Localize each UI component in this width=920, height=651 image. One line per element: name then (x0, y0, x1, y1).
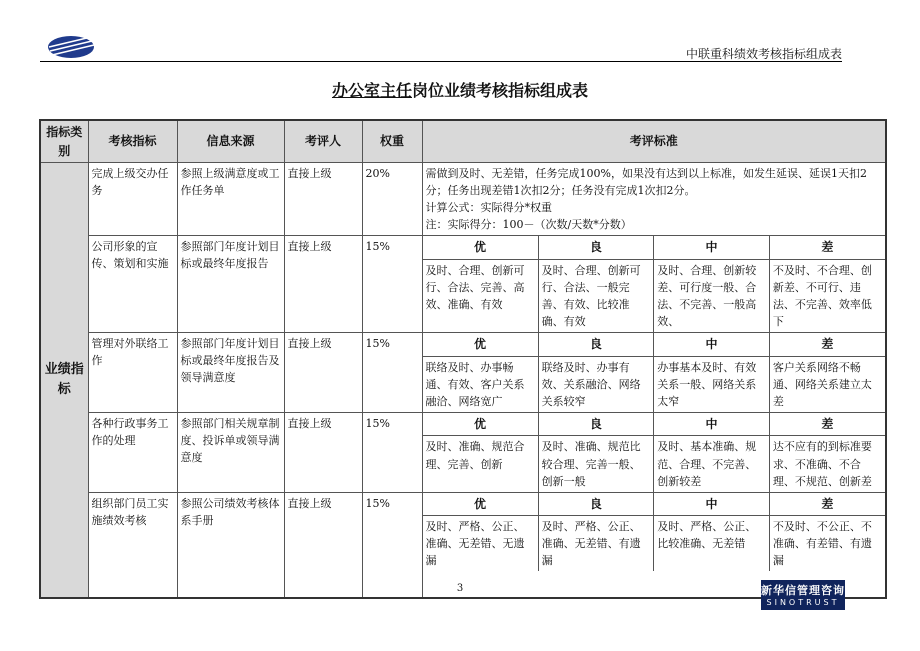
source-cell: 参照部门年度计划目标或最终年度报告 (177, 236, 284, 333)
page-title (0, 78, 920, 101)
page-title-rest: 岗位业绩考核指标组成表 (412, 81, 589, 100)
grade-table (423, 236, 886, 332)
grade-excellent-text: 及时、严格、公正、准确、无差错、无遗漏 (423, 516, 539, 572)
category-cell: 业绩指标 (40, 163, 88, 598)
grade-medium-text: 及时、合理、创新较差、可行度一般、合法、不完善、一般高效、 (654, 259, 770, 332)
source-cell: 参照部门相关规章制度、投诉单或领导满意度 (177, 412, 284, 492)
grade-good: 良 (538, 236, 654, 259)
kpi-table (39, 119, 887, 599)
grade-detail-row (423, 356, 886, 412)
criteria-line: 计算公式：实际得分*权重 (425, 201, 552, 215)
evaluator-cell: 直接上级 (284, 492, 362, 598)
indicator-cell: 公司形象的宣传、策划和实施 (88, 236, 177, 333)
grade-excellent: 优 (423, 493, 539, 516)
header-source: 信息来源 (177, 120, 284, 163)
grade-medium-text: 及时、基本准确、规范、合理、不完善、创新较差 (654, 436, 770, 492)
header-weight: 权重 (362, 120, 422, 163)
evaluator-cell: 直接上级 (284, 333, 362, 413)
grade-good: 良 (538, 493, 654, 516)
page-number: 3 (456, 583, 464, 594)
grade-good-text: 及时、准确、规范比较合理、完善一般、创新一般 (538, 436, 654, 492)
weight-cell: 15% (362, 236, 422, 333)
grade-good-text: 及时、严格、公正、准确、无差错、有遗漏 (538, 516, 654, 572)
grade-poor: 差 (769, 413, 885, 436)
brand-name-en: SINOTRUST (766, 598, 840, 607)
weight-cell: 15% (362, 412, 422, 492)
grade-medium: 中 (654, 493, 770, 516)
evaluator-cell: 直接上级 (284, 163, 362, 236)
grade-table (423, 493, 886, 572)
grade-criteria-cell (422, 412, 886, 492)
header-category: 指标类别 (40, 120, 88, 163)
grade-good: 良 (538, 333, 654, 356)
header-divider (40, 61, 842, 62)
table-row (40, 236, 886, 333)
grade-excellent-text: 及时、准确、规范合理、完善、创新 (423, 436, 539, 492)
source-cell: 参照部门年度计划目标或最终年度报告及领导满意度 (177, 333, 284, 413)
grade-medium: 中 (654, 236, 770, 259)
indicator-cell: 各种行政事务工作的处理 (88, 412, 177, 492)
sinotrust-logo (761, 580, 845, 610)
table-header-row (40, 120, 886, 163)
grade-medium-text: 办事基本及时、有效关系一般、网络关系太窄 (654, 356, 770, 412)
grade-medium: 中 (654, 333, 770, 356)
grade-table (423, 333, 886, 412)
grade-good: 良 (538, 413, 654, 436)
table-row (40, 412, 886, 492)
weight-cell: 20% (362, 163, 422, 236)
evaluator-cell: 直接上级 (284, 236, 362, 333)
brand-name-cn: 新华信管理咨询 (761, 584, 845, 597)
weight-cell: 15% (362, 333, 422, 413)
grade-poor-text: 达不应有的到标准要求、不准确、不合理、不规范、创新差 (769, 436, 885, 492)
grade-detail-row (423, 259, 886, 332)
grade-header-row (423, 493, 886, 516)
grade-good-text: 联络及时、办事有效、关系融洽、网络关系较窄 (538, 356, 654, 412)
criteria-line: 需做到及时、无差错，任务完成100%，如果没有达到以上标准，如发生延误、延误1天扣2分；任务出现差错1次扣2分；任务没有完成1次扣2分。 (425, 167, 867, 198)
weight-cell: 15% (362, 492, 422, 598)
grade-header-row (423, 413, 886, 436)
indicator-cell: 管理对外联络工作 (88, 333, 177, 413)
grade-excellent-text: 联络及时、办事畅通、有效、客户关系融洽、网络宽广 (423, 356, 539, 412)
grade-detail-row (423, 436, 886, 492)
grade-header-row (423, 333, 886, 356)
grade-poor: 差 (769, 493, 885, 516)
grade-good-text: 及时、合理、创新可行、合法、一般完善、有效、比较准确、有效 (538, 259, 654, 332)
grade-detail-row (423, 516, 886, 572)
header-company-title: 中联重科绩效考核指标组成表 (685, 47, 842, 61)
header-indicator: 考核指标 (88, 120, 177, 163)
header-evaluator: 考评人 (284, 120, 362, 163)
header-criteria: 考评标准 (422, 120, 886, 163)
indicator-cell: 完成上级交办任务 (88, 163, 177, 236)
criteria-line: 注：实际得分：100－（次数/天数*分数） (425, 218, 632, 232)
grade-excellent: 优 (423, 333, 539, 356)
grade-poor: 差 (769, 333, 885, 356)
grade-poor-text: 不及时、不公正、不准确、有差错、有遗漏 (769, 516, 885, 572)
table-row (40, 333, 886, 413)
indicator-cell: 组织部门员工实施绩效考核 (88, 492, 177, 598)
table-row (40, 163, 886, 236)
grade-excellent: 优 (423, 236, 539, 259)
grade-excellent: 优 (423, 413, 539, 436)
source-cell: 参照上级满意度或工作任务单 (177, 163, 284, 236)
grade-excellent-text: 及时、合理、创新可行、合法、完善、高效、准确、有效 (423, 259, 539, 332)
grade-table (423, 413, 886, 492)
grade-criteria-cell (422, 333, 886, 413)
grade-header-row (423, 236, 886, 259)
evaluator-cell: 直接上级 (284, 412, 362, 492)
page-title-position: 办公室主任 (331, 81, 412, 100)
source-cell: 参照公司绩效考核体系手册 (177, 492, 284, 598)
grade-poor-text: 不及时、不合理、创新差、不可行、违法、不完善、效率低下 (769, 259, 885, 332)
grade-poor-text: 客户关系网络不畅通、网络关系建立太差 (769, 356, 885, 412)
company-logo-icon (46, 34, 96, 60)
criteria-cell (422, 163, 886, 236)
grade-medium: 中 (654, 413, 770, 436)
grade-medium-text: 及时、严格、公正、比较准确、无差错 (654, 516, 770, 572)
grade-poor: 差 (769, 236, 885, 259)
grade-criteria-cell (422, 236, 886, 333)
